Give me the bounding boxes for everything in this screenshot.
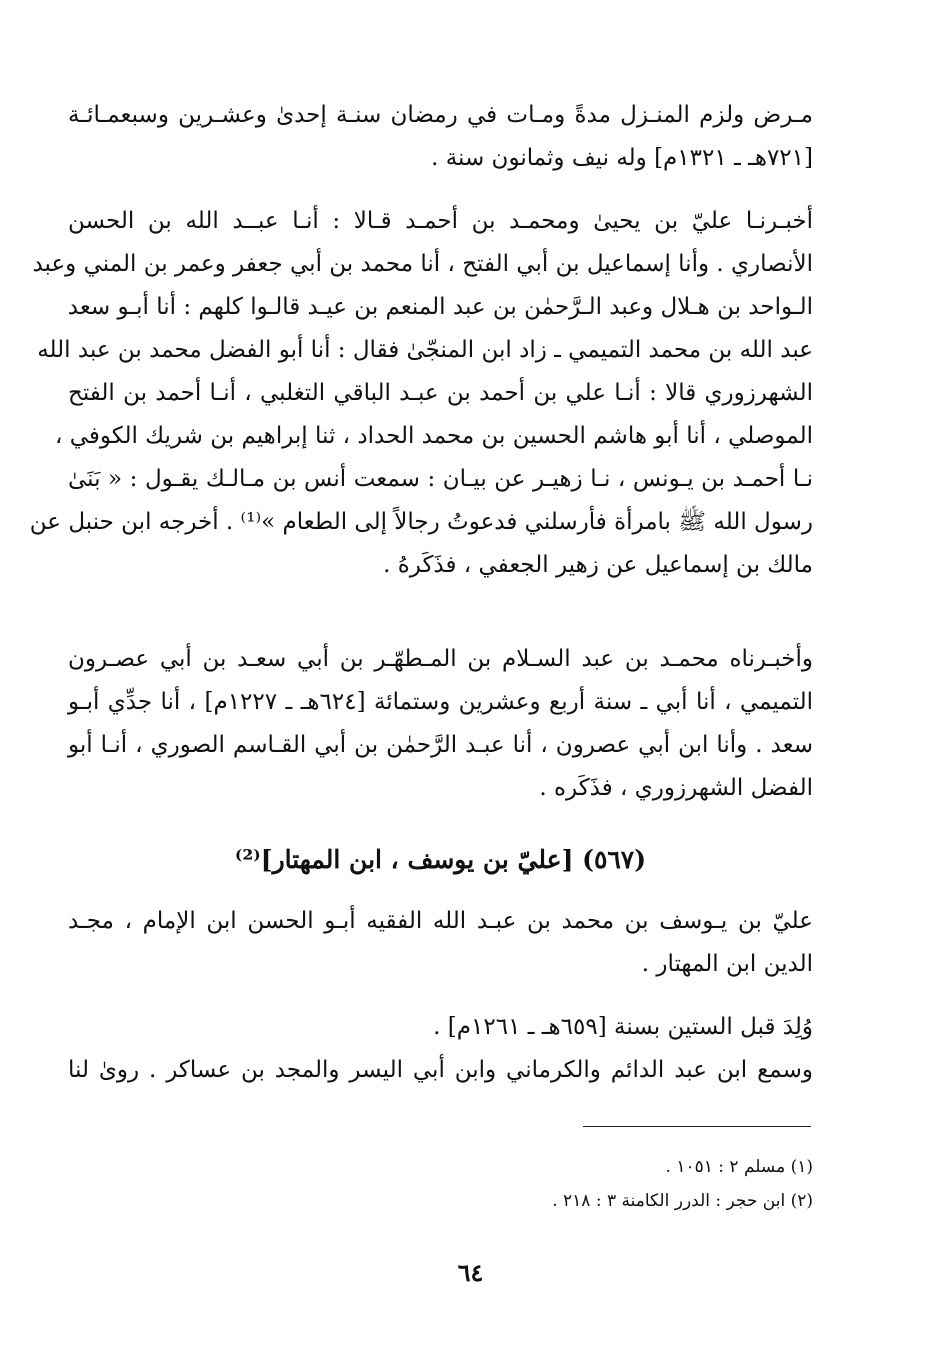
text-line: نـا أحمـد بن يـونس ، نـا زهيـر عن بيـان : سمعت أنس بن مـالـك يقـول : « بَنَىٰ <box>68 466 813 492</box>
text-line: سعد . وأنا ابن أبي عصرون ، أنا عبـد الرَّحمٰن بن أبي القـاسم الصوري ، أنـا أبو <box>68 732 813 758</box>
text-line: أخبـرنـا عليّ بن يحيىٰ ومحمـد بن أحمـد قـالا : أنـا عبــد الله بن الحسن <box>68 208 813 234</box>
text-line: وُلِدَ قبل الستين بسنة [٦٥٩هـ ـ ١٢٦١م] . <box>433 1014 813 1040</box>
text-line: مـرض ولزم المنـزل مدةً ومـات في رمضان سنـة إحدىٰ وعشـرين وسبعمـائـة <box>68 102 813 128</box>
text-line: الـواحد بن هـلال وعبد الـرَّحمٰن بن عبد المنعم بن عيـد قالـوا كلهم : أنا أبـو سعد <box>67 294 813 320</box>
text-line: الدين ابن المهتار . <box>641 951 813 977</box>
text-line: وسمع ابن عبد الدائم والكرماني وابن أبي اليسر والمجد بن عساكر . روىٰ لنا <box>68 1057 813 1083</box>
footnotes <box>68 1150 813 1218</box>
footnote-2: (٢) ابن حجر : الدرر الكامنة ٣ : ٢١٨ . <box>552 1191 813 1211</box>
paragraph-3 <box>68 638 813 810</box>
entry-heading: (٥٦٧) [عليّ بن يوسف ، ابن المهتار]⁽²⁾ <box>234 845 647 874</box>
text-line: عليّ بن يـوسف بن محمد بن عبـد الله الفقيه أبـو الحسن ابن الإمام ، مجـد <box>68 908 813 934</box>
paragraph-5 <box>68 1006 813 1092</box>
paragraph-2 <box>29 200 813 587</box>
text-line: وأخبـرناه محمـد بن عبد السـلام بن المـطهّـر بن أبي سعـد بن أبي عصـرون <box>68 646 813 672</box>
paragraph-1 <box>68 94 813 180</box>
footnote-divider <box>583 1126 811 1127</box>
text-line: مالك بن إسماعيل عن زهير الجعفي ، فذَكَرهُ . <box>383 552 813 578</box>
text-line: عبد الله بن محمد التميمي ـ زاد ابن المنجّىٰ فقال : أنا أبو الفضل محمد بن عبد الله <box>37 337 813 363</box>
text-line: الموصلي ، أنا أبو هاشم الحسين بن محمد الحداد ، ثنا إبراهيم بن شريك الكوفي ، <box>54 423 813 449</box>
text-line: الأنصاري . وأنا إسماعيل بن أبي الفتح ، أنا محمد بن أبي جعفر وعمر بن المني وعبد <box>32 251 813 277</box>
text-line: الشهرزوري قالا : أنـا علي بن أحمد بن عبـد الباقي التغلبي ، أنـا أحمد بن الفتح <box>68 380 813 406</box>
page-number: ٦٤ <box>457 1258 484 1287</box>
text-line: التميمي ، أنا أبي ـ سنة أربع وعشرين وستمائة [٦٢٤هـ ـ ١٢٢٧م] ، أنا جدِّي أبـو <box>68 689 813 715</box>
text-line: [٧٢١هـ ـ ١٣٢١م] وله نيف وثمانون سنة . <box>431 145 813 171</box>
paragraph-4 <box>68 900 813 986</box>
footnote-1: (١) مسلم ٢ : ١٠٥١ . <box>665 1157 813 1177</box>
text-line: رسول الله ﷺ بامرأة فأرسلني فدعوتُ رجالاً إلى الطعام »⁽¹⁾ . أخرجه ابن حنبل عن <box>29 509 813 535</box>
text-line: الفضل الشهرزوري ، فذَكَره . <box>539 775 813 801</box>
